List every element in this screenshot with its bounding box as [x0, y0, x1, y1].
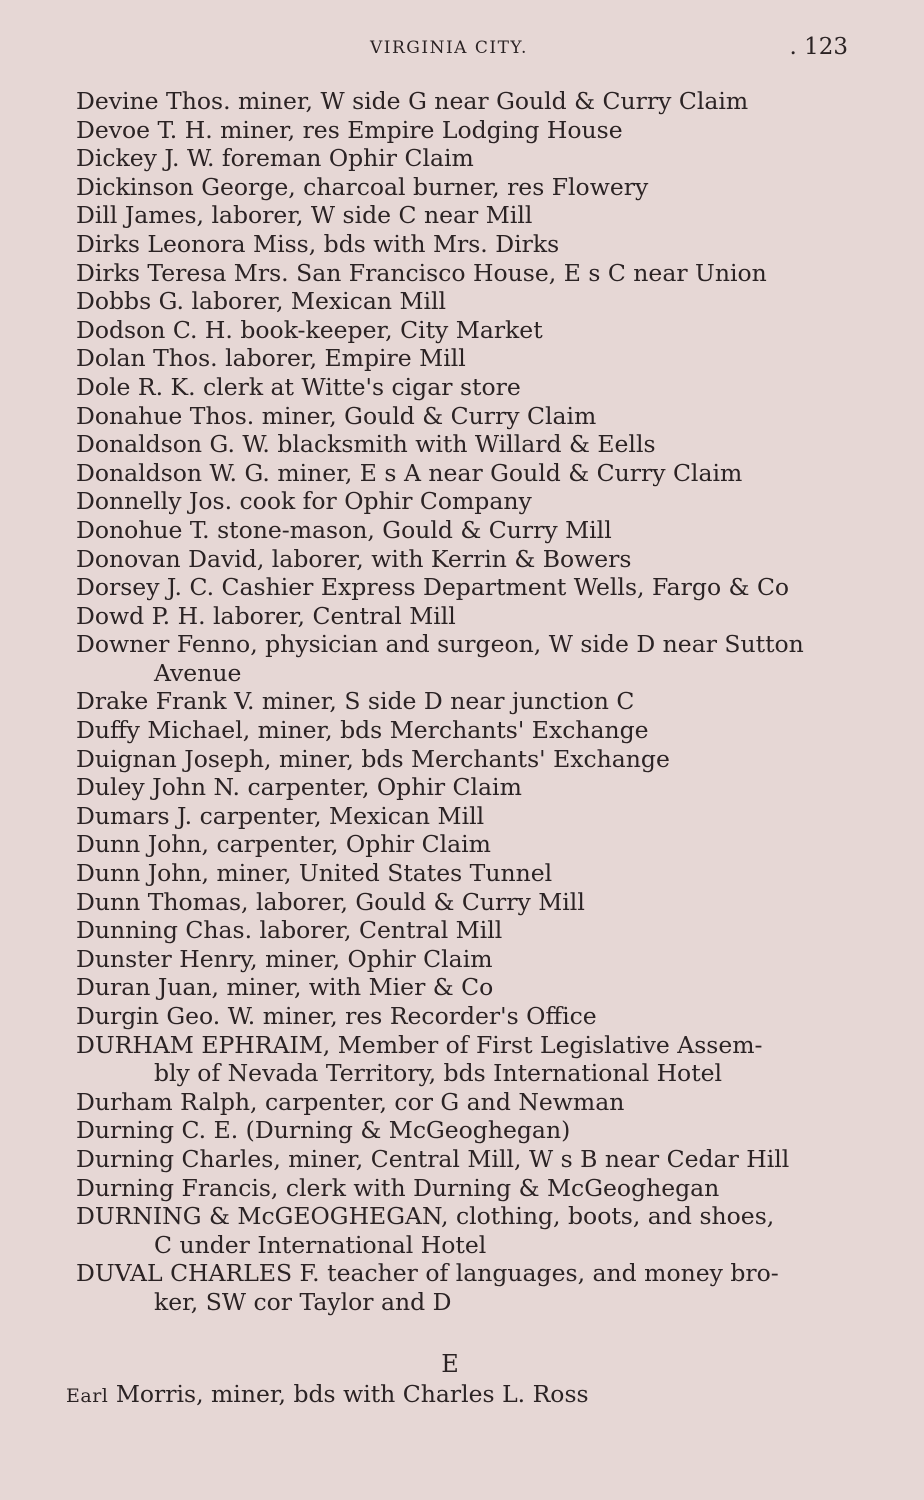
directory-entry: [76, 859, 856, 888]
entry-text: Duffy Michael, miner, bds Merchants' Exchange: [76, 716, 649, 745]
entry-text: Dolan Thos. laborer, Empire Mill: [76, 344, 466, 373]
directory-entry: [76, 1202, 856, 1259]
entry-text: Dirks Leonora Miss, bds with Mrs. Dirks: [76, 229, 560, 258]
entry-text: Dunn John, carpenter, Ophir Claim: [76, 830, 491, 859]
entry-text: Donahue Thos. miner, Gould & Curry Claim: [76, 401, 597, 430]
directory-entry: [76, 316, 856, 345]
directory-entry: [76, 602, 856, 631]
directory-entry: [76, 259, 856, 288]
entry-text: Donaldson W. G. miner, E s A near Gould & Curry Claim: [76, 458, 743, 487]
entry-text: Downer Fenno, physician and surgeon, W side D near Sutton: [76, 630, 804, 659]
entry-text: Dickinson George, charcoal burner, res Flowery: [76, 172, 649, 201]
entry-text: Dorsey J. C. Cashier Express Department Wells, Fargo & Co: [76, 573, 790, 602]
section-letter: E: [441, 1350, 459, 1378]
directory-entry: [76, 430, 856, 459]
directory-entry: [76, 802, 856, 831]
entry-text: Durham Ralph, carpenter, cor G and Newman: [76, 1087, 625, 1116]
entry-text: Dobbs G. laborer, Mexican Mill: [76, 287, 447, 316]
entry-text: Donovan David, laborer, with Kerrin & Bowers: [76, 544, 632, 573]
directory-entry: [76, 1259, 856, 1316]
directory-entry: [66, 1380, 589, 1408]
entry-text: Duley John N. carpenter, Ophir Claim: [76, 773, 522, 802]
directory-entry: [76, 573, 856, 602]
directory-entry: [76, 1002, 856, 1031]
entry-text: Durning Francis, clerk with Durning & McGeoghegan: [76, 1173, 720, 1202]
directory-entry: [76, 1145, 856, 1174]
directory-entry: [76, 1031, 856, 1088]
directory-entries: [76, 87, 856, 1317]
entry-text: Dowd P. H. laborer, Central Mill: [76, 601, 456, 630]
page-header: [0, 34, 924, 68]
entry-text: Dole R. K. clerk at Witte's cigar store: [76, 372, 521, 401]
entry-surname: Earl: [66, 1385, 109, 1407]
directory-entry: [76, 116, 856, 145]
entry-continuation: Avenue: [154, 658, 242, 687]
entry-text: Dirks Teresa Mrs. San Francisco House, E s C near Union: [76, 258, 767, 287]
directory-entry: [76, 630, 856, 687]
directory-entry: [76, 687, 856, 716]
directory-entry: [76, 402, 856, 431]
directory-entry: [76, 973, 856, 1002]
directory-entry: [76, 888, 856, 917]
directory-entry: [76, 87, 856, 116]
directory-entry: [76, 516, 856, 545]
entry-text: Devine Thos. miner, W side G near Gould & Curry Claim: [76, 87, 749, 115]
directory-entry: [76, 201, 856, 230]
entry-text: DURHAM EPHRAIM, Member of First Legislative Assem-: [76, 1030, 763, 1059]
entry-text: Duran Juan, miner, with Mier & Co: [76, 973, 494, 1002]
directory-entry: [76, 1088, 856, 1117]
entry-text: Dumars J. carpenter, Mexican Mill: [76, 801, 485, 830]
directory-entry: [76, 230, 856, 259]
directory-entry: [76, 487, 856, 516]
entry-text: Dunning Chas. laborer, Central Mill: [76, 916, 503, 945]
entry-text: Duignan Joseph, miner, bds Merchants' Exchange: [76, 744, 670, 773]
directory-entry: [76, 830, 856, 859]
entry-text: DURNING & McGEOGHEGAN, clothing, boots, and shoes,: [76, 1202, 775, 1231]
directory-entry: [76, 287, 856, 316]
entry-text: Durning Charles, miner, Central Mill, W s B near Cedar Hill: [76, 1144, 790, 1173]
entry-text: Drake Frank V. miner, S side D near junction C: [76, 687, 635, 716]
running-head: VIRGINIA CITY.: [370, 38, 528, 58]
directory-entry: [76, 1174, 856, 1203]
directory-entry: [76, 144, 856, 173]
directory-entry: [76, 916, 856, 945]
directory-entry: [76, 373, 856, 402]
entry-text: Donaldson G. W. blacksmith with Willard & Eells: [76, 430, 656, 459]
directory-entry: [76, 173, 856, 202]
entry-text: DUVAL CHARLES F. teacher of languages, and money bro-: [76, 1259, 779, 1288]
page-number: . 123: [789, 34, 848, 60]
entry-continuation: ker, SW cor Taylor and D: [154, 1287, 452, 1316]
directory-entry: [76, 459, 856, 488]
entry-text: Dickey J. W. foreman Ophir Claim: [76, 144, 474, 173]
directory-entry: [76, 1116, 856, 1145]
directory-entry: [76, 545, 856, 574]
directory-entry: [76, 945, 856, 974]
entry-text: Donohue T. stone-mason, Gould & Curry Mill: [76, 515, 612, 544]
entry-text: Durning C. E. (Durning & McGeoghegan): [76, 1116, 571, 1145]
entry-text: Dill James, laborer, W side C near Mill: [76, 201, 533, 230]
entry-text: Dunster Henry, miner, Ophir Claim: [76, 944, 493, 973]
entry-text: Dunn John, miner, United States Tunnel: [76, 859, 553, 888]
directory-entry: [76, 773, 856, 802]
entry-text: Dunn Thomas, laborer, Gould & Curry Mill: [76, 887, 585, 916]
entry-text: Devoe T. H. miner, res Empire Lodging House: [76, 115, 623, 144]
entry-text: Dodson C. H. book-keeper, City Market: [76, 315, 543, 344]
directory-entry: [76, 344, 856, 373]
entry-continuation: C under International Hotel: [154, 1230, 487, 1259]
entry-text: Durgin Geo. W. miner, res Recorder's Office: [76, 1002, 597, 1030]
entry-continuation: bly of Nevada Territory, bds International Hotel: [154, 1059, 723, 1088]
directory-entry: [76, 716, 856, 745]
entry-text: Morris, miner, bds with Charles L. Ross: [108, 1380, 589, 1408]
entry-text: Donnelly Jos. cook for Ophir Company: [76, 487, 532, 516]
directory-entry: [76, 745, 856, 774]
